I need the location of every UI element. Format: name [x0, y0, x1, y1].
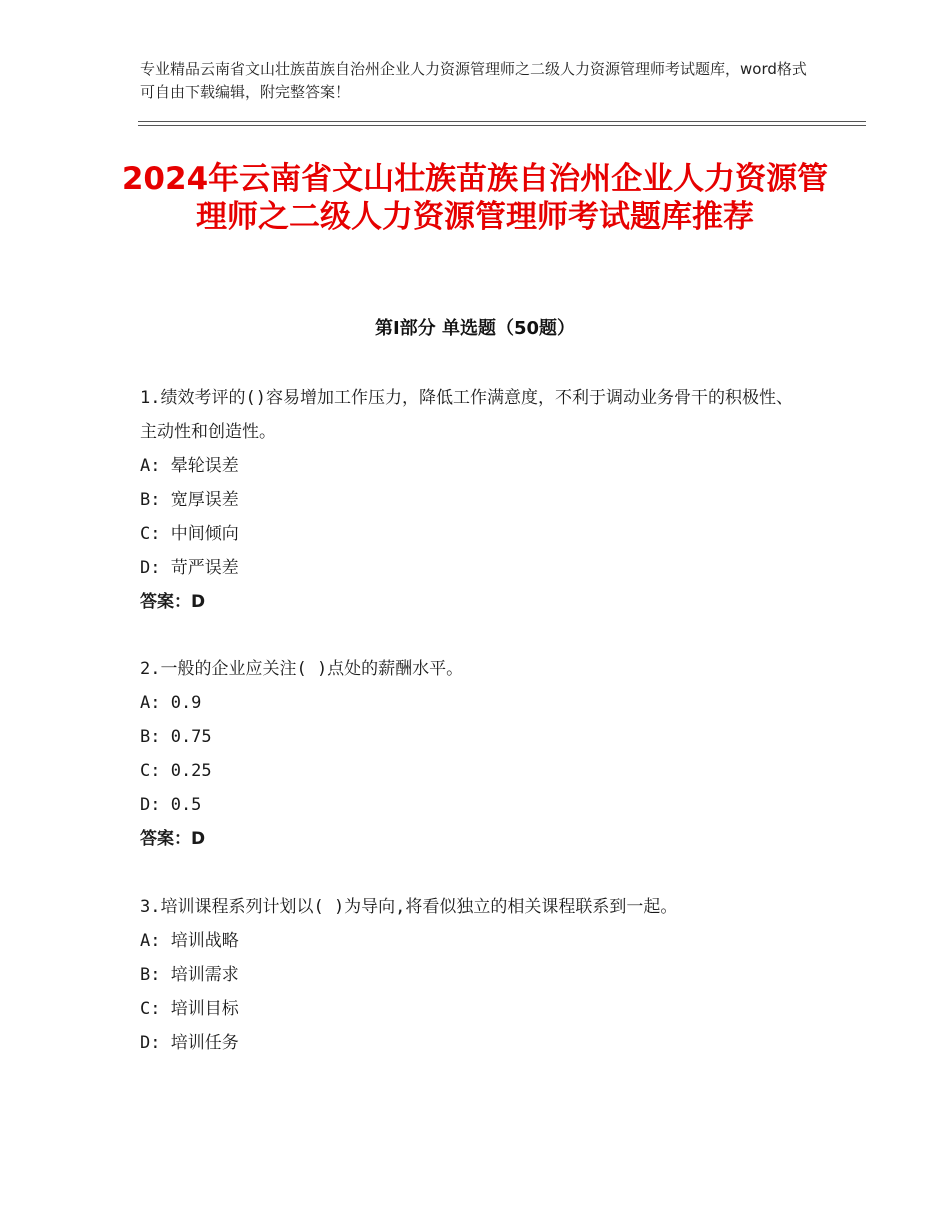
option-d: D: 培训任务 — [140, 1033, 239, 1053]
header-divider — [138, 121, 866, 126]
question-2 — [140, 652, 800, 856]
document-title: 2024年云南省文山壮族苗族自治州企业人力资源管理师之二级人力资源管理师考试题库推荐 — [121, 161, 829, 235]
question-stem: 2.一般的企业应关注( )点处的薪酬水平。 — [140, 659, 464, 679]
option-b: B: 培训需求 — [140, 965, 239, 985]
answer-label: 答案：D — [140, 829, 206, 849]
option-d: D: 0.5 — [140, 795, 202, 815]
answer-label: 答案：D — [140, 592, 206, 612]
option-c: C: 培训目标 — [140, 999, 239, 1019]
option-a: A: 培训战略 — [140, 931, 239, 951]
header-note: 专业精品云南省文山壮族苗族自治州企业人力资源管理师之二级人力资源管理师考试题库，word格式可自由下载编辑，附完整答案！ — [140, 60, 807, 101]
option-d: D: 苛严误差 — [140, 558, 239, 578]
question-3 — [140, 890, 800, 1060]
option-b: B: 宽厚误差 — [140, 490, 239, 510]
question-stem: 1.绩效考评的()容易增加工作压力，降低工作满意度，不利于调动业务骨干的积极性、主动性和创造性。 — [140, 388, 793, 442]
option-a: A: 晕轮误差 — [140, 456, 239, 476]
question-stem: 3.培训课程系列计划以( )为导向,将看似独立的相关课程联系到一起。 — [140, 897, 678, 917]
section-heading: 第Ⅰ部分 单选题（50题） — [374, 318, 575, 339]
option-c: C: 0.25 — [140, 761, 212, 781]
option-c: C: 中间倾向 — [140, 524, 239, 544]
question-1 — [140, 381, 800, 619]
option-b: B: 0.75 — [140, 727, 212, 747]
option-a: A: 0.9 — [140, 693, 202, 713]
